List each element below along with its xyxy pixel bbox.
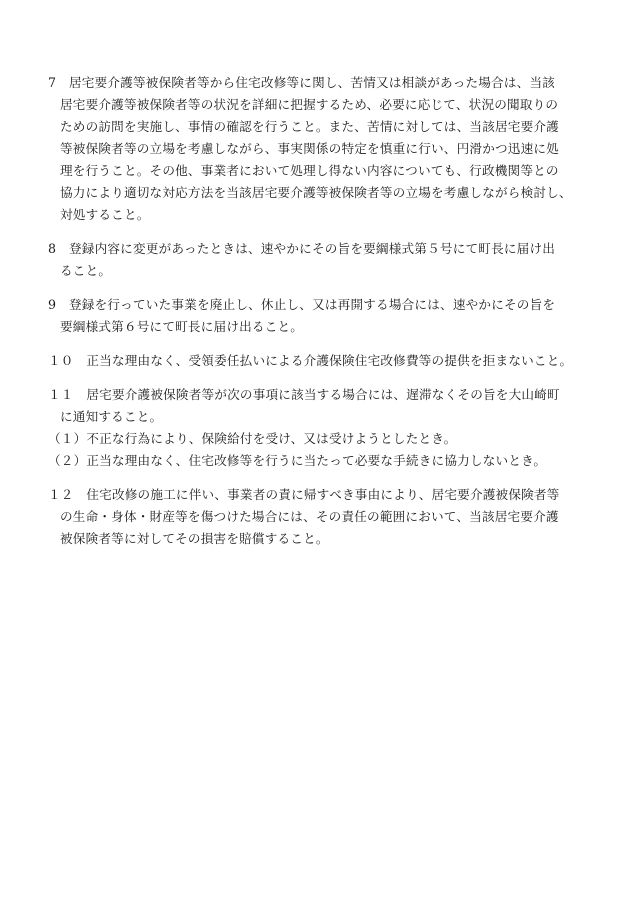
clause-7-line-3: ための訪問を実施し、事情の確認を行うこと。また、苦情に対しては、当該居宅要介護	[60, 119, 559, 134]
clause-9-line-1: 9 登録を行っていた事業を廃止し、休止し、又は再開する場合には、速やかにその旨を	[48, 297, 556, 312]
clause-11	[48, 384, 596, 472]
clause-10-line-1: １０ 正当な理由なく、受領委任払いによる介護保険住宅改修費等の提供を拒まないこと。	[48, 353, 573, 368]
clause-8	[48, 238, 596, 282]
clause-12-line-1: １２ 住宅改修の施工に伴い、事業者の責に帰すべき事由により、居宅要介護被保険者等	[48, 487, 560, 502]
clause-12-line-2: の生命・身体・財産等を傷つけた場合には、その責任の範囲において、当該居宅要介護	[60, 509, 559, 524]
clause-7-line-1: 7 居宅要介護等被保険者等から住宅改修等に関し、苦情又は相談があった場合は、当該	[48, 75, 556, 90]
clause-7	[48, 72, 596, 226]
clause-11-line-2: に通知すること。	[60, 409, 163, 424]
clause-8-line-1: 8 登録内容に変更があったときは、速やかにその旨を要綱様式第５号にて町長に届け出	[48, 241, 556, 256]
clause-7-line-6: 協力により適切な対応方法を当該居宅要介護等被保険者等の立場を考慮しながら検討し、	[60, 185, 572, 200]
clause-12-line-3: 被保険者等に対してその損害を賠償すること。	[60, 531, 329, 546]
clause-9-line-2: 要綱様式第６号にて町長に届け出ること。	[60, 319, 304, 334]
clause-7-line-7: 対処すること。	[60, 207, 150, 222]
clause-10	[48, 350, 596, 372]
clause-7-line-5: 理を行うこと。その他、事業者において処理し得ない内容についても、行政機関等との	[60, 163, 559, 178]
clause-8-line-2: ること。	[60, 263, 112, 278]
clause-9	[48, 294, 596, 338]
clause-7-line-2: 居宅要介護等被保険者等の状況を詳細に把握するため、必要に応じて、状況の聞取りの	[60, 97, 559, 112]
clause-11-sub-2: （２）正当な理由なく、住宅改修等を行うに当たって必要な手続きに協力しないとき。	[48, 453, 547, 468]
clause-11-line-1: １１ 居宅要介護被保険者等が次の事項に該当する場合には、遅滞なくその旨を大山崎町	[48, 387, 560, 402]
document-body	[48, 72, 596, 562]
clause-7-line-4: 等被保険者等の立場を考慮しながら、事実関係の特定を慎重に行い、円滑かつ迅速に処	[60, 141, 559, 156]
clause-11-sub-1: （１）不正な行為により、保険給付を受け、又は受けようとしたとき。	[48, 431, 457, 446]
clause-12	[48, 484, 596, 550]
